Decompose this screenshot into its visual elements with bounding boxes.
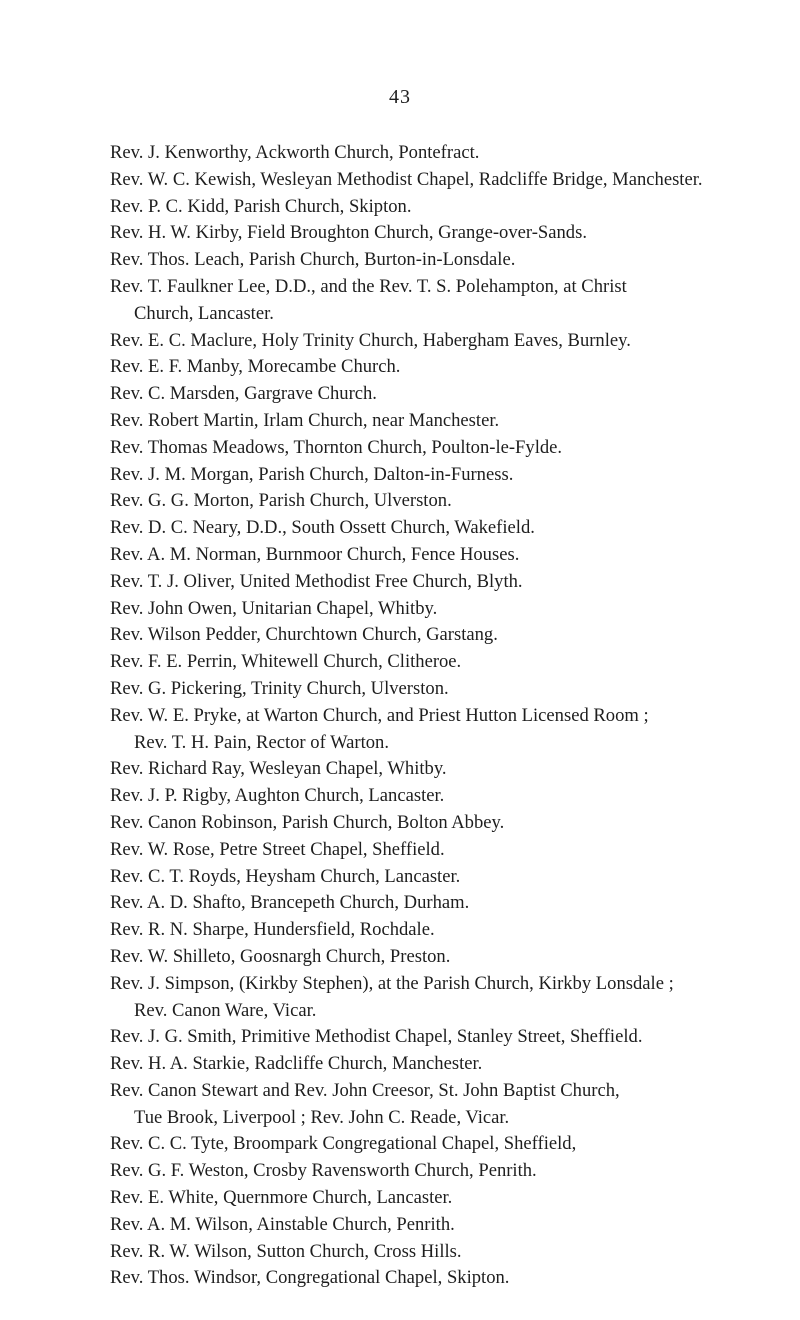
entry-text: Rev. Thos. Windsor, Congregational Chapel, Skipton. [110,1267,510,1289]
list-item [110,435,792,462]
list-item [110,274,792,328]
entry-text: Rev. Thomas Meadows, Thornton Church, Poulton-le-Fylde. [110,436,563,458]
list-item [110,542,792,569]
list-item [110,194,792,221]
list-item [110,462,792,489]
entry-text: Rev. H. W. Kirby, Field Broughton Church, Grange-over-Sands. [110,222,587,244]
entry-text: Rev. W. Rose, Petre Street Chapel, Sheffield. [110,838,445,860]
list-item [110,864,792,891]
list-item [110,1265,792,1292]
entry-continuation: Rev. Canon Ware, Vicar. [134,999,317,1021]
entry-text: Rev. G. Pickering, Trinity Church, Ulverston. [110,677,449,699]
page-number: 43 [389,86,411,108]
list-item [110,837,792,864]
list-item [110,596,792,623]
entry-text: Rev. J. G. Smith, Primitive Methodist Chapel, Stanley Street, Sheffield. [110,1026,643,1048]
list-item [110,1239,792,1266]
entry-text: Rev. C. Marsden, Gargrave Church. [110,383,377,405]
list-item [110,408,792,435]
entry-text: Rev. A. M. Wilson, Ainstable Church, Penrith. [110,1213,455,1235]
list-item [110,1158,792,1185]
entry-text: Rev. C. C. Tyte, Broompark Congregational Chapel, Sheffield, [110,1133,577,1155]
entry-text: Rev. G. F. Weston, Crosby Ravensworth Church, Penrith. [110,1160,537,1182]
entry-text: Rev. Canon Stewart and Rev. John Creesor, St. John Baptist Church, [110,1079,620,1101]
entry-text: Rev. John Owen, Unitarian Chapel, Whitby. [110,597,438,619]
entry-text: Rev. E. White, Quernmore Church, Lancaster. [110,1187,453,1209]
clergy-list [110,140,792,1292]
list-item [110,488,792,515]
entry-text: Rev. R. W. Wilson, Sutton Church, Cross Hills. [110,1240,462,1262]
entry-text: Rev. J. Simpson, (Kirkby Stephen), at the Parish Church, Kirkby Lonsdale ; [110,972,674,994]
list-item [110,703,792,757]
list-item [110,810,792,837]
entry-text: Rev. J. P. Rigby, Aughton Church, Lancaster. [110,785,445,807]
entry-text: Rev. H. A. Starkie, Radcliffe Church, Manchester. [110,1053,483,1075]
list-item [110,140,792,167]
list-item [110,1212,792,1239]
entry-text: Rev. E. C. Maclure, Holy Trinity Church, Habergham Eaves, Burnley. [110,329,631,351]
list-item [110,1131,792,1158]
list-item [110,890,792,917]
list-item [110,756,792,783]
entry-text: Rev. T. J. Oliver, United Methodist Free Church, Blyth. [110,570,523,592]
entry-text: Rev. D. C. Neary, D.D., South Ossett Church, Wakefield. [110,517,535,539]
entry-text: Rev. Wilson Pedder, Churchtown Church, Garstang. [110,624,498,646]
entry-text: Rev. W. E. Pryke, at Warton Church, and Priest Hutton Licensed Room ; [110,704,649,726]
entry-text: Rev. Robert Martin, Irlam Church, near Manchester. [110,409,500,431]
entry-text: Rev. W. C. Kewish, Wesleyan Methodist Chapel, Radcliffe Bridge, Manchester. [110,168,703,190]
list-item [110,1024,792,1051]
list-item [110,381,792,408]
list-item [110,220,792,247]
list-item [110,328,792,355]
entry-text: Rev. J. M. Morgan, Parish Church, Dalton-in-Furness. [110,463,514,485]
entry-text: Rev. R. N. Sharpe, Hundersfield, Rochdale. [110,919,435,941]
entry-continuation: Tue Brook, Liverpool ; Rev. John C. Reade, Vicar. [134,1106,510,1128]
list-item [110,649,792,676]
entry-text: Rev. P. C. Kidd, Parish Church, Skipton. [110,195,412,217]
list-item [110,971,792,1025]
entry-text: Rev. E. F. Manby, Morecambe Church. [110,356,401,378]
entry-text: Rev. A. D. Shafto, Brancepeth Church, Durham. [110,892,470,914]
list-item [110,917,792,944]
list-item [110,167,792,194]
list-item [110,944,792,971]
entry-text: Rev. Canon Robinson, Parish Church, Bolton Abbey. [110,811,505,833]
entry-text: Rev. F. E. Perrin, Whitewell Church, Clitheroe. [110,651,462,673]
entry-text: Rev. G. G. Morton, Parish Church, Ulverston. [110,490,452,512]
entry-text: Rev. W. Shilleto, Goosnargh Church, Preston. [110,945,451,967]
list-item [110,354,792,381]
list-item [110,622,792,649]
entry-continuation: Rev. T. H. Pain, Rector of Warton. [134,731,389,753]
list-item [110,569,792,596]
list-item [110,1051,792,1078]
entry-continuation: Church, Lancaster. [134,302,274,324]
list-item [110,247,792,274]
entry-text: Rev. J. Kenworthy, Ackworth Church, Pontefract. [110,142,480,163]
entry-text: Rev. T. Faulkner Lee, D.D., and the Rev. T. S. Polehampton, at Christ [110,275,627,297]
list-item [110,1185,792,1212]
list-item [110,515,792,542]
entry-text: Rev. A. M. Norman, Burnmoor Church, Fence Houses. [110,543,520,565]
list-item [110,783,792,810]
entry-text: Rev. C. T. Royds, Heysham Church, Lancaster. [110,865,461,887]
list-item [110,676,792,703]
entry-text: Rev. Thos. Leach, Parish Church, Burton-in-Lonsdale. [110,249,516,271]
entry-text: Rev. Richard Ray, Wesleyan Chapel, Whitby. [110,758,447,780]
list-item [110,1078,792,1132]
